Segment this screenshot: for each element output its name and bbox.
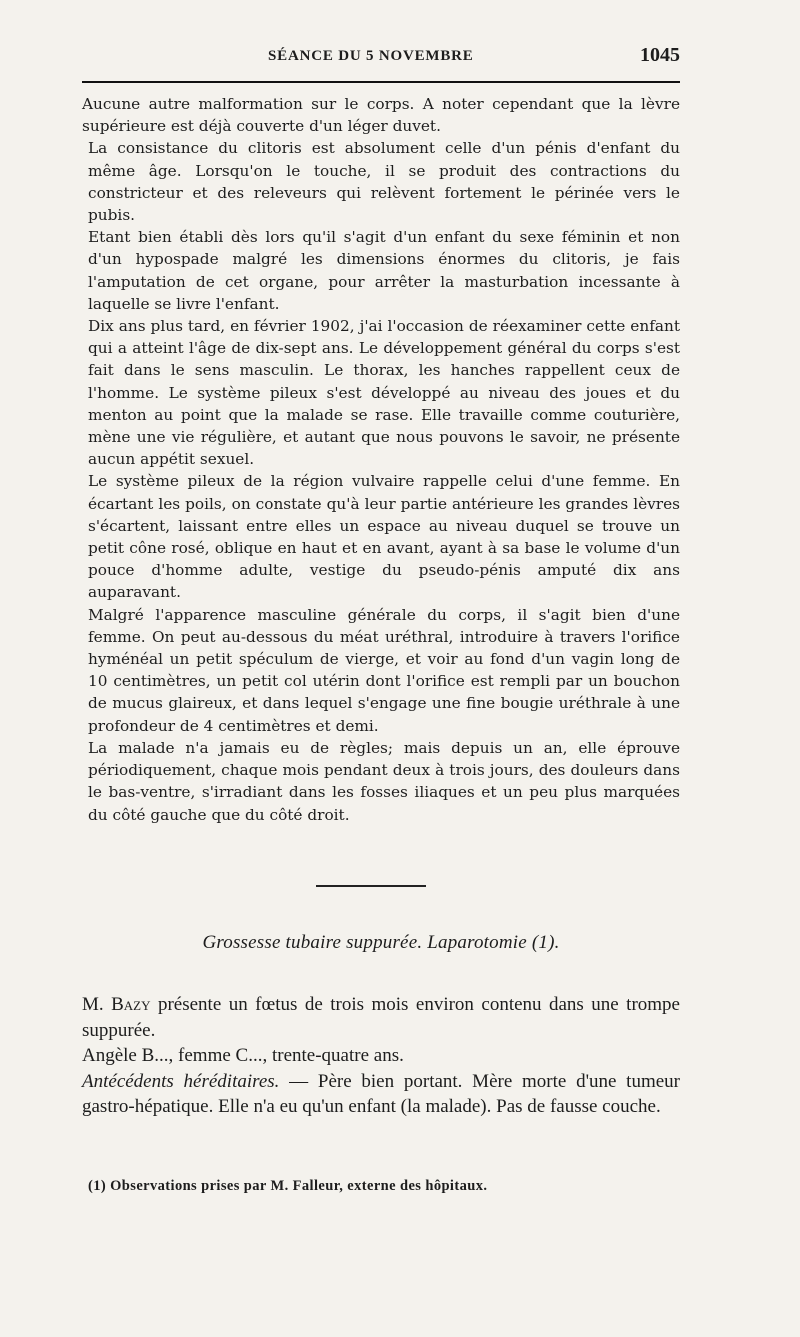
case-paragraph-1 [82, 992, 680, 1043]
antecedents-label: Antécédents héréditaires. [82, 1070, 280, 1092]
paragraph-3: Etant bien établi dès lors qu'il s'agit d'un enfant du sexe féminin et non d'un hypospade malgré les dimensions énormes du clitoris, je fais l'amputation de cet organe, pour arrêter la masturbation incessante à laquelle se livre l'enfant. [88, 228, 680, 313]
case-paragraph-1-text: présente un fœtus de trois mois environ contenu dans une trompe suppurée. [82, 994, 680, 1041]
paragraph-6: Malgré l'apparence masculine générale du corps, il s'agit bien d'une femme. On peut au-dessous du méat uréthral, introduire à travers l'orifice hyménéal un petit spéculum de vierge, et voir au fond d'un vagin long de 10 centimètres, un petit col utérin dont l'orifice est rempli par un bouchon de mucus glaireux, et dans lequel s'engage une fine bougie uréthrale à une profondeur de 4 centimètres et demi. [88, 605, 680, 735]
case-paragraph-2: Angèle B..., femme C..., trente-quatre ans. [82, 1045, 404, 1066]
case-paragraph-3 [82, 1069, 680, 1120]
header-rule [82, 81, 680, 83]
main-text [82, 93, 680, 826]
section-separator [316, 885, 426, 887]
section-title: Grossesse tubaire suppurée. Laparotomie (1). [202, 932, 560, 953]
case-text [82, 992, 680, 1120]
footnote: (1) Observations prises par M. Falleur, externe des hôpitaux. [88, 1178, 488, 1194]
page-number: 1045 [640, 44, 680, 66]
paragraph-2: La consistance du clitoris est absolument celle d'un pénis d'enfant du même âge. Lorsqu'on le touche, il se produit des contractions du constricteur et des releveurs qui relèvent fortement le périnée vers le pubis. [88, 139, 680, 225]
paragraph-5: Le système pileux de la région vulvaire rappelle celui d'une femme. En écartant les poils, on constate qu'à leur partie antérieure les grandes lèvres s'écartent, laissant entre elles un espace au niveau duquel se trouve un petit cône rosé, oblique en haut et en avant, ayant à sa base le volume d'un pouce d'homme adulte, vestige du pseudo-pénis amputé dix ans auparavant. [88, 472, 680, 602]
speaker-name: M. Bazy [82, 994, 151, 1015]
case-paragraph-3-text: — Père bien portant. Mère morte d'une tumeur gastro-hépatique. Elle n'a eu qu'un enfant (la malade). Pas de fausse couche. [82, 1070, 680, 1117]
paragraph-4: Dix ans plus tard, en février 1902, j'ai l'occasion de réexaminer cette enfant qui a atteint l'âge de dix-sept ans. Le développement général du corps s'est fait dans le sens masculin. Le thorax, les hanches rappellent ceux de l'homme. Le système pileux s'est développé au niveau des joues et du menton au point que la malade se rase. Elle travaille comme couturière, mène une vie régulière, et autant que nous pouvons le savoir, ne présente aucun appétit sexuel. [88, 317, 680, 469]
paragraph-7: La malade n'a jamais eu de règles; mais depuis un an, elle éprouve périodiquement, chaque mois pendant deux à trois jours, des douleurs dans le bas-ventre, s'irradiant dans les fosses iliaques et un peu plus marquées du côté gauche que du côté droit. [88, 738, 680, 824]
running-head [82, 44, 680, 74]
running-title: SÉANCE DU 5 NOVEMBRE [268, 48, 474, 64]
paragraph-1: Aucune autre malformation sur le corps. A noter cependant que la lèvre supérieure est déjà couverte d'un léger duvet. [82, 95, 680, 136]
